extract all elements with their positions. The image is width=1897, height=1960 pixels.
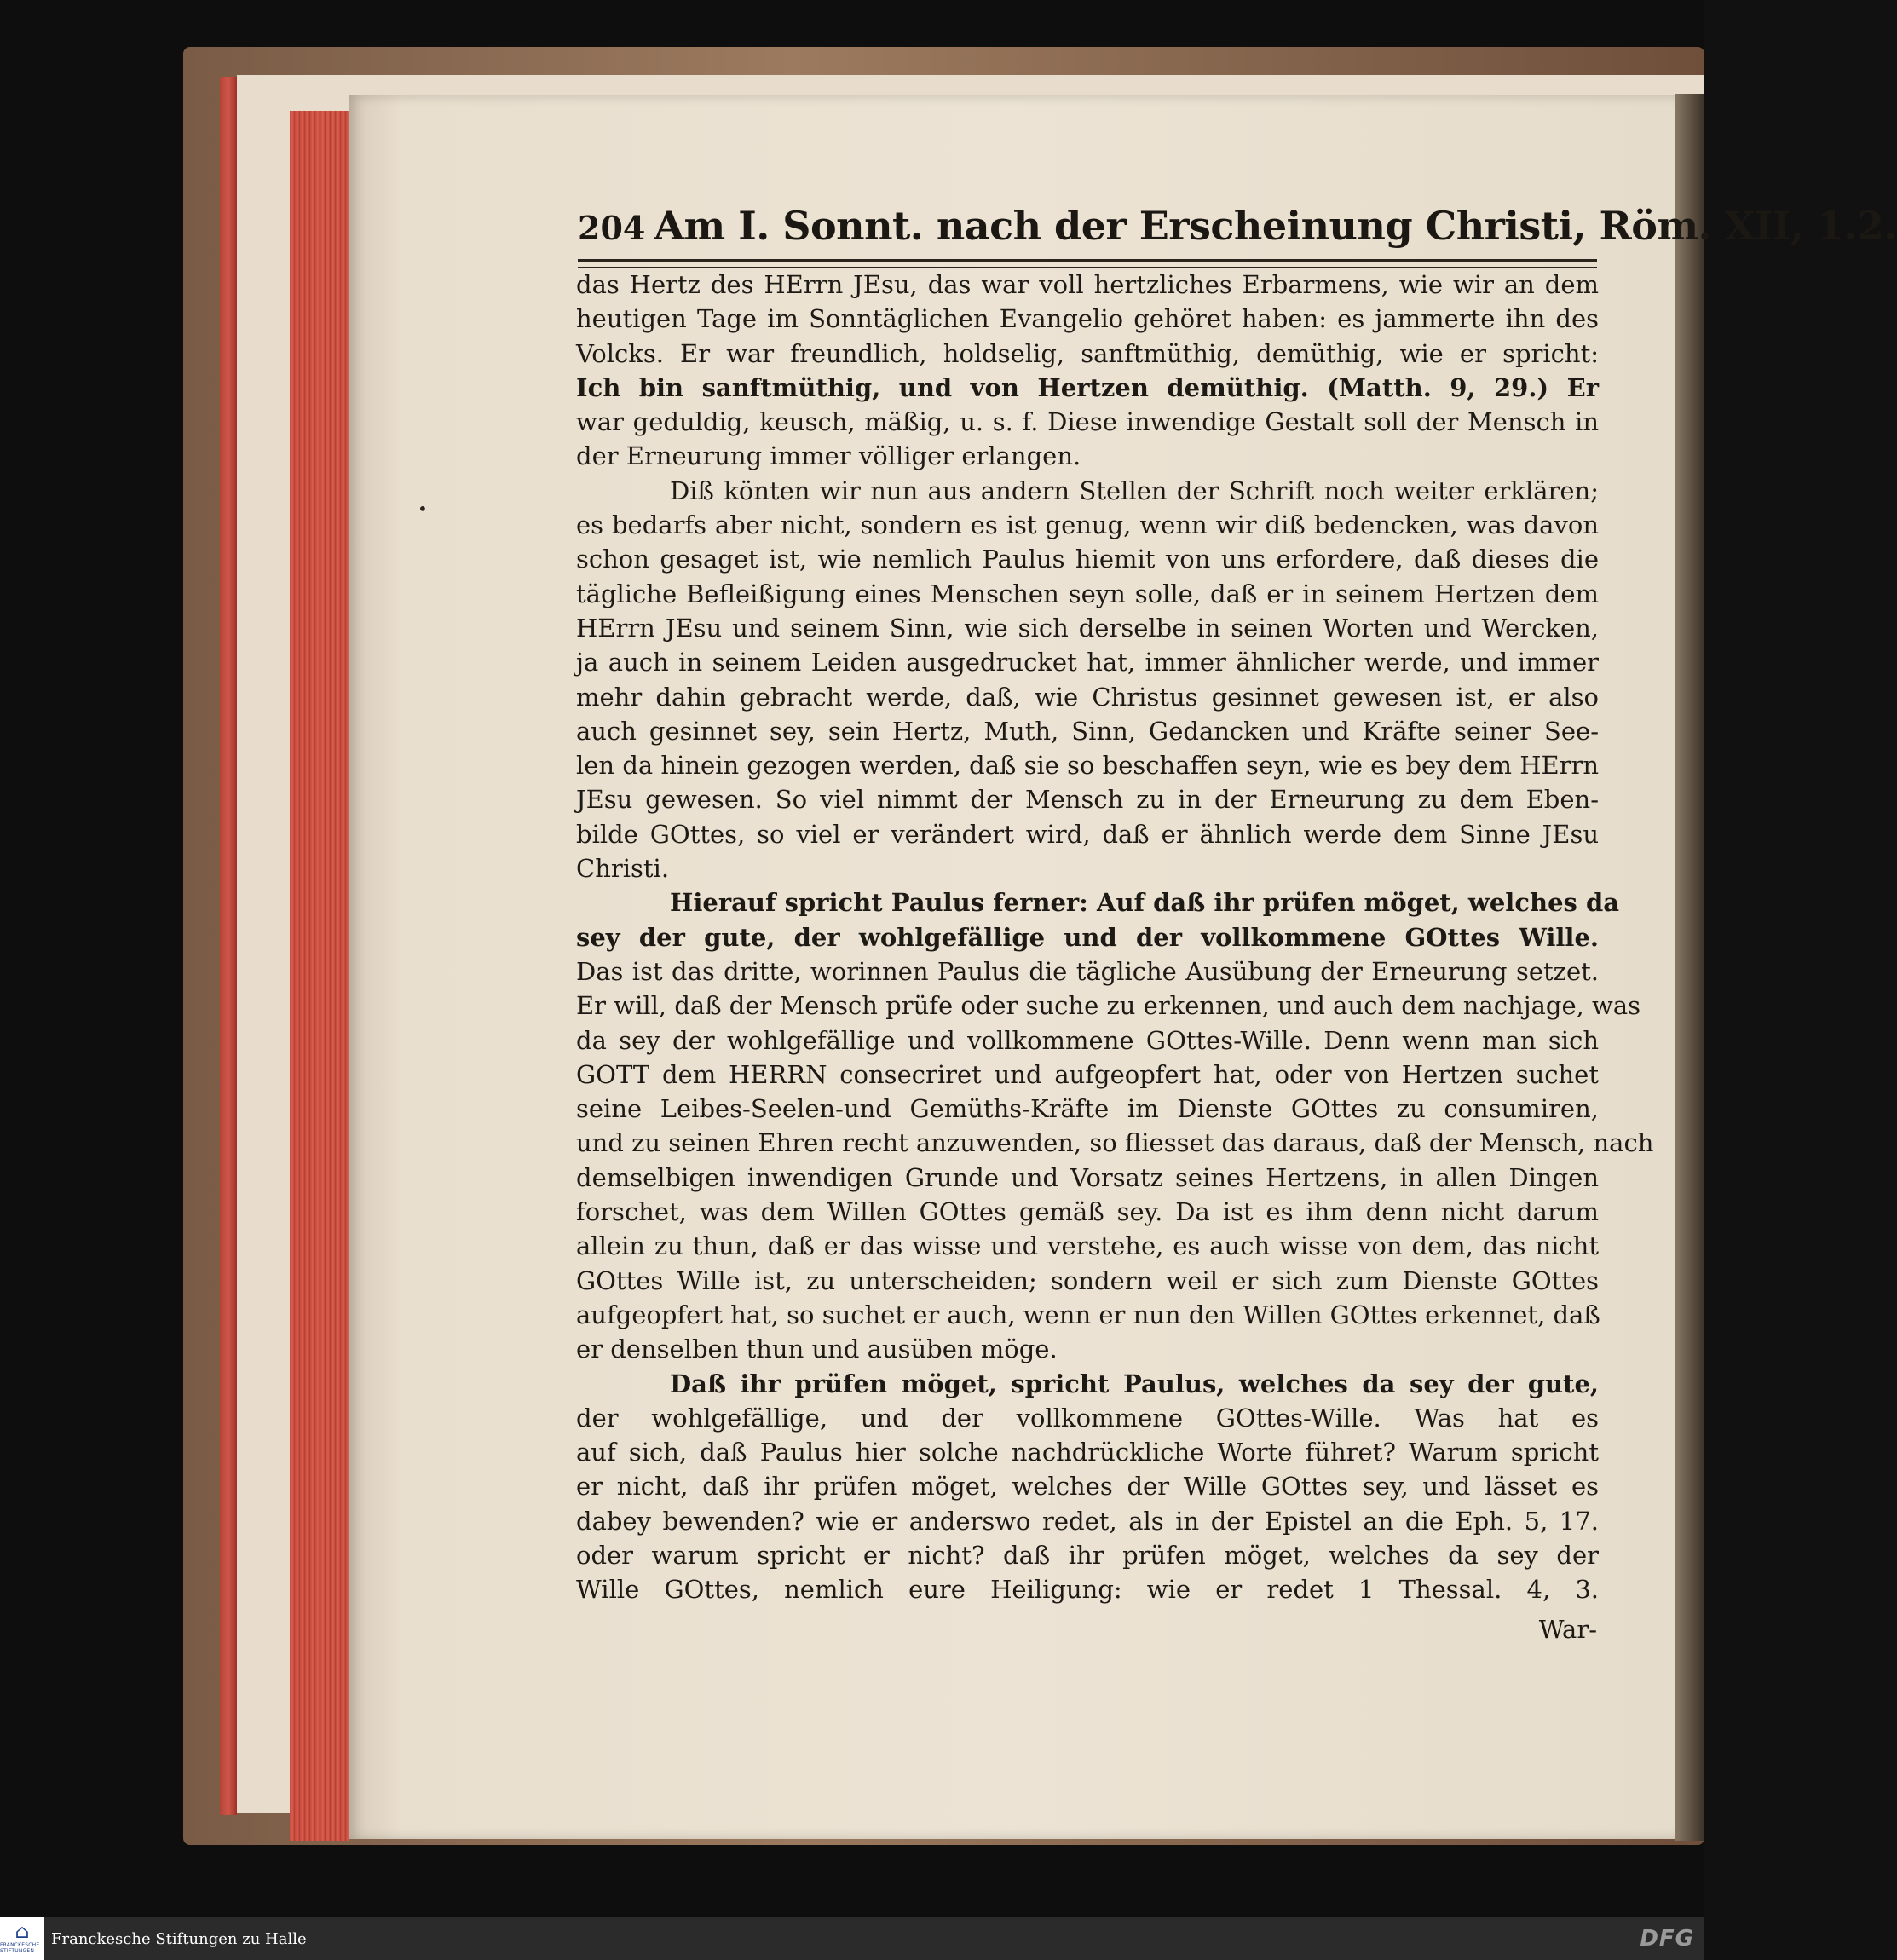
text-line: mehr dahin gebracht werde, daß, wie Christus gesinnet gewesen ist, er also [576,682,1599,712]
page-number: 204 [578,209,646,247]
running-head-title: Am I. Sonnt. nach der Erscheinung Christi, Röm. XII, 1.2. [654,203,1897,249]
text-line: Ich bin sanftmüthig, und von Hertzen demüthig. (Matth. 9, 29.) Er [576,372,1599,402]
text-line: Hierauf spricht Paulus ferner: Auf daß ihr prüfen möget, welches da [670,888,1620,918]
text-line: er denselben thun und ausüben möge. [576,1335,1058,1364]
catchword: War- [1538,1615,1597,1644]
text-line: HErrn JEsu und seinem Sinn, wie sich derselbe in seinen Worten und Wercken, [576,613,1599,643]
book-gutter [1675,94,1704,1841]
text-line: JEsu gewesen. So viel nimmt der Mensch zu in der Erneurung zu dem Eben- [576,785,1599,815]
text-line: demselbigen inwendigen Grunde und Vorsatz seines Hertzens, in allen Dingen [576,1162,1599,1192]
text-line: forschet, was dem Willen GOttes gemäß sey. Da ist es ihm denn nicht darum [576,1197,1599,1227]
text-line: GOttes Wille ist, zu unterscheiden; sondern weil er sich zum Dienste GOttes [576,1265,1599,1295]
header-rule [578,259,1597,268]
text-line: war geduldig, keusch, mäßig, u. s. f. Diese inwendige Gestalt soll der Mensch in [576,407,1599,437]
text-line: sey der gute, der wohlgefällige und der vollkommene GOttes Wille. [576,922,1599,952]
text-line: der Erneurung immer völliger erlangen. [576,441,1081,471]
institution-logo[interactable] [0,1917,44,1960]
body-text [576,268,1654,1607]
text-line: seine Leibes-Seelen-und Gemüths-Kräfte im Dienste GOttes zu consumiren, [576,1094,1599,1124]
margin-dot: • [418,499,428,519]
text-line: der wohlgefällige, und der vollkommene GOttes-Wille. Was hat es [576,1403,1599,1433]
text-line: allein zu thun, daß er das wisse und verstehe, es auch wisse von dem, das nicht [576,1231,1599,1261]
text-line: da sey der wohlgefällige und vollkommene GOttes-Wille. Denn wenn man sich [576,1025,1599,1055]
text-line: tägliche Befleißigung eines Menschen seyn solle, daß er in seinem Hertzen dem [576,579,1599,608]
text-line: dabey bewenden? wie er anderswo redet, als in der Epistel an die Eph. 5, 17. [576,1506,1599,1536]
text-line: das Hertz des HErrn JEsu, das war voll hertzliches Erbarmens, wie wir an dem [576,270,1599,299]
red-page-edge [220,77,237,1815]
orphanage-icon: ⌂ [14,1922,30,1943]
text-line: Volcks. Er war freundlich, holdselig, sanftmüthig, demüthig, wie er spricht: [576,338,1599,368]
text-line: oder warum spricht er nicht? daß ihr prüfen möget, welches da sey der [576,1540,1599,1570]
logo-text: FRANCKESCHE STIFTUNGEN [0,1942,40,1954]
dfg-logo[interactable]: DFG [1640,1926,1694,1951]
text-line: es bedarfs aber nicht, sondern es ist genug, wenn wir diß bedencken, was davon [576,510,1599,540]
text-line: GOTT dem HERRN consecriret und aufgeopfert hat, oder von Hertzen suchet [576,1059,1599,1089]
text-line: aufgeopfert hat, so suchet er auch, wenn er nun den Willen GOttes erkennet, daß [576,1300,1600,1329]
text-line: ja auch in seinem Leiden ausgedrucket hat, immer ähnlicher werde, und immer [576,648,1599,677]
running-header [578,203,1897,262]
text-line: Wille GOttes, nemlich eure Heiligung: wie er redet 1 Thessal. 4, 3. [576,1575,1599,1605]
viewer-footer [0,1917,1704,1960]
red-page-block [290,111,349,1841]
text-line: Diß könten wir nun aus andern Stellen der Schrift noch weiter erklären; [670,476,1599,505]
text-line: heutigen Tage im Sonntäglichen Evangelio gehöret haben: es jammerte ihn des [576,304,1599,334]
text-line: auf sich, daß Paulus hier solche nachdrückliche Worte führet? Warum spricht [576,1438,1599,1467]
text-line: len da hinein gezogen werden, daß sie so beschaffen seyn, wie es bey dem HErrn [576,751,1600,781]
text-line: Das ist das dritte, worinnen Paulus die tägliche Ausübung der Erneurung setzet. [576,956,1599,986]
text-line: Christi. [576,854,670,884]
text-line: Daß ihr prüfen möget, spricht Paulus, welches da sey der gute, [670,1369,1599,1398]
institution-name[interactable]: Franckesche Stiftungen zu Halle [51,1929,307,1948]
text-line: und zu seinen Ehren recht anzuwenden, so fliesset das daraus, daß der Mensch, nach [576,1128,1654,1158]
text-line: Er will, daß der Mensch prüfe oder suche zu erkennen, und auch dem nachjage, was [576,991,1641,1021]
text-line: bilde GOttes, so viel er verändert wird, daß er ähnlich werde dem Sinne JEsu [576,819,1599,849]
text-line: er nicht, daß ihr prüfen möget, welches der Wille GOttes sey, und lässet es [576,1472,1599,1502]
text-line: auch gesinnet sey, sein Hertz, Muth, Sinn, Gedancken und Kräfte seiner See- [576,716,1599,746]
text-line: schon gesaget ist, wie nemlich Paulus hiemit von uns erfordere, daß dieses die [576,545,1599,574]
